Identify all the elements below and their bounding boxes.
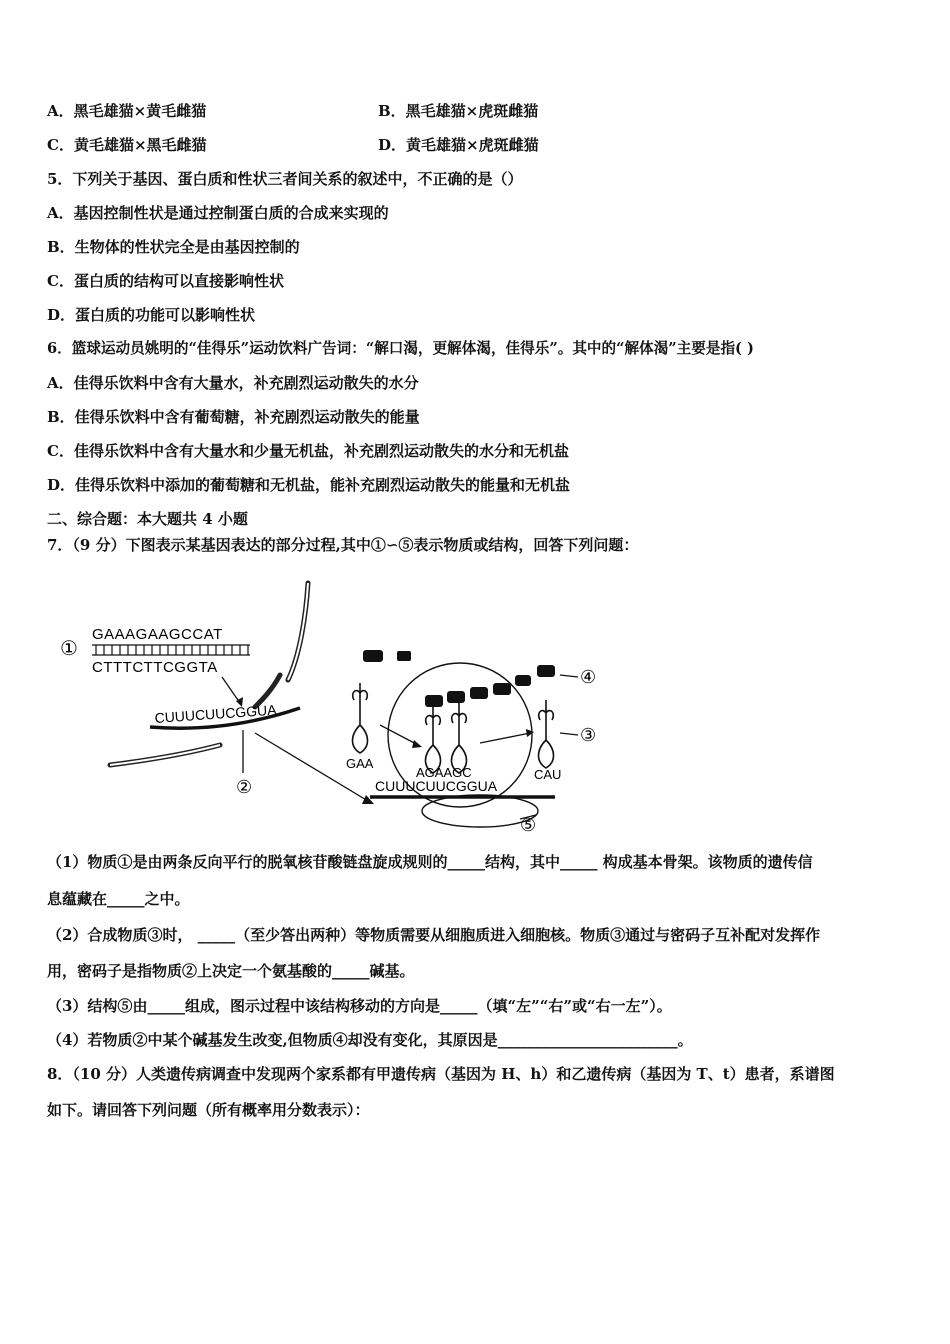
section-heading: 二、综合题：本大题共 4 小题 (47, 510, 248, 528)
arrow-head-4 (526, 729, 534, 737)
arrow-transcription (222, 677, 240, 703)
arrow-head-3 (412, 740, 422, 748)
q7-part2-line2: 用，密码子是指物质②上决定一个氨基酸的_____碱基。 (47, 962, 415, 980)
q5-option-b: B．生物体的性状完全是由基因控制的 (47, 238, 300, 256)
q8-line2: 如下。请回答下列问题（所有概率用分数表示）： (47, 1101, 370, 1119)
polypeptide-chain (363, 650, 555, 707)
label-3-pointer (560, 733, 578, 735)
q7-part3: （3）结构⑤由_____组成，图示过程中该结构移动的方向是_____（填“左”“右”或“右一左”）。 (47, 997, 672, 1015)
q6-option-d: D．佳得乐饮料中添加的葡萄糖和无机盐，能补充剧烈运动散失的能量和无机盐 (47, 476, 571, 494)
mrna-right-sequence: CUUUCUUCGGUA (375, 778, 498, 794)
dna-bottom-strand: CTTTCTTCGGTA (92, 659, 218, 676)
q5-option-a: A．基因控制性状是通过控制蛋白质的合成来实现的 (47, 204, 389, 222)
q6-option-b: B．佳得乐饮料中含有葡萄糖，补充剧烈运动散失的能量 (47, 408, 420, 426)
label-4: ④ (580, 667, 597, 687)
trna-left-anticodon: GAA (346, 756, 374, 771)
q6-option-a: A．佳得乐饮料中含有大量水，补充剧烈运动散失的水分 (47, 374, 419, 392)
q7-part1-line2: 息蕴藏在_____之中。 (47, 890, 190, 908)
trna-right-anticodon: CAU (534, 767, 562, 782)
q4-option-c: C．黄毛雄猫×黑毛雌猫 (47, 136, 207, 154)
q7-part4: （4）若物质②中某个碱基发生改变,但物质④却没有变化，其原因是________________________。 (47, 1031, 693, 1049)
dna-top-strand: GAAAGAAGCCAT (92, 626, 223, 643)
label-5: ⑤ (520, 815, 537, 835)
q4-option-a: A．黑毛雄猫×黄毛雌猫 (47, 102, 207, 120)
q7-part2-line1: （2）合成物质③时， _____（至少答出两种）等物质需要从细胞质进入细胞核。物质③通过与密码子互补配对发挥作 (47, 926, 821, 944)
q4-option-b: B．黑毛雄猫×虎斑雌猫 (378, 102, 539, 120)
q4-option-d: D．黄毛雄猫×虎斑雌猫 (378, 136, 539, 154)
label-3: ③ (580, 725, 597, 745)
arrow-trna-enter (380, 725, 418, 745)
q7-part1-line1: （1）物质①是由两条反向平行的脱氧核苷酸链盘旋成规则的_____结构，其中_____ 构成基本骨架。该物质的遗传信 (47, 853, 813, 871)
q6-stem: 6．篮球运动员姚明的“佳得乐”运动饮料广告词：“解口渴，更解体渴，佳得乐”。其中的“解体渴”主要是指( ) (47, 340, 754, 357)
q5-option-d: D．蛋白质的功能可以影响性状 (47, 306, 256, 324)
q8-line1: 8．（10 分）人类遗传病调查中发现两个家系都有甲遗传病（基因为 H、h）和乙遗传病（基因为 T、t）患者，系谱图 (47, 1065, 835, 1083)
q7-stem: 7．（9 分）下图表示某基因表达的部分过程,其中①∽⑤表示物质或结构，回答下列问题： (47, 536, 639, 554)
q5-stem: 5．下列关于基因、蛋白质和性状三者间关系的叙述中，不正确的是（） (47, 170, 523, 188)
q6-option-c: C．佳得乐饮料中含有大量水和少量无机盐，补充剧烈运动散失的水分和无机盐 (47, 442, 569, 460)
label-4-pointer (560, 675, 578, 677)
gene-expression-diagram (50, 575, 620, 840)
arrow-trna-exit (480, 733, 530, 743)
dna-base-pairs (92, 645, 250, 655)
mrna-left-sequence: CUUUCUUCGGUA (154, 701, 278, 726)
trna-mid-anticodons: AGAAGC (416, 765, 472, 780)
q5-option-c: C．蛋白质的结构可以直接影响性状 (47, 272, 284, 290)
label-1: ① (60, 638, 78, 660)
label-2: ② (236, 777, 253, 797)
